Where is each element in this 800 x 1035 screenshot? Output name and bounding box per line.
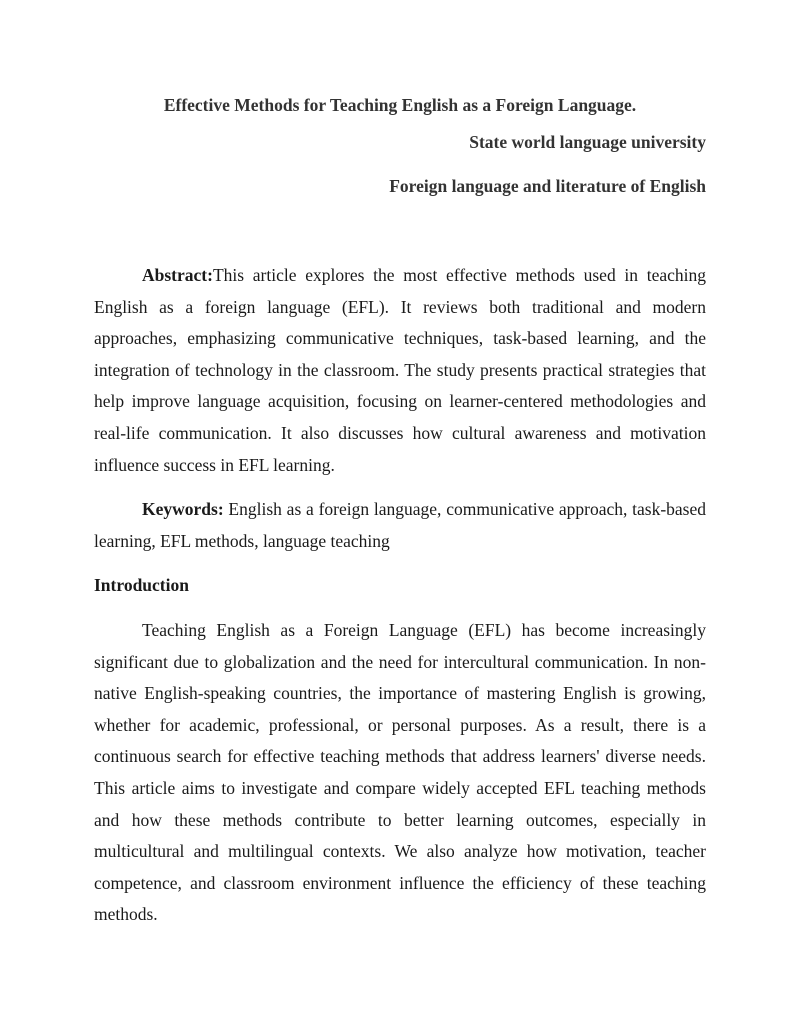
abstract-paragraph bbox=[94, 260, 706, 481]
introduction-heading: Introduction bbox=[94, 575, 189, 595]
university-name: State world language university bbox=[469, 132, 706, 152]
keywords-label: Keywords: bbox=[142, 499, 224, 519]
department-name: Foreign language and literature of English bbox=[389, 176, 706, 196]
document-title: Effective Methods for Teaching English as a Foreign Language. bbox=[163, 95, 637, 115]
abstract-text: This article explores the most effective methods used in teaching English as a foreign language (EFL). It reviews both traditional and modern approaches, emphasizing communicative techniques, task-based learning, and the integration of technology in the classroom. The study presents practical strategies that help improve language acquisition, focusing on learner-centered methodologies and real-life communication. It also discusses how cultural awareness and motivation influence success in EFL learning. bbox=[94, 265, 706, 475]
introduction-paragraph: Teaching English as a Foreign Language (EFL) has become increasingly significant due to globalization and the need for intercultural communication. In non-native English-speaking countries, the importance of mastering English is growing, whether for academic, professional, or personal purposes. As a result, there is a continuous search for effective teaching methods that address learners' diverse needs. This article aims to investigate and compare widely accepted EFL teaching methods and how these methods contribute to better learning outcomes, especially in multicultural and multilingual contexts. We also analyze how motivation, teacher competence, and classroom environment influence the efficiency of these teaching methods. bbox=[94, 620, 706, 925]
keywords-text: English as a foreign language, communicative approach, task-based learning, EFL methods, language teaching bbox=[94, 499, 706, 551]
abstract-label: Abstract: bbox=[142, 265, 213, 285]
keywords-paragraph bbox=[94, 494, 706, 557]
